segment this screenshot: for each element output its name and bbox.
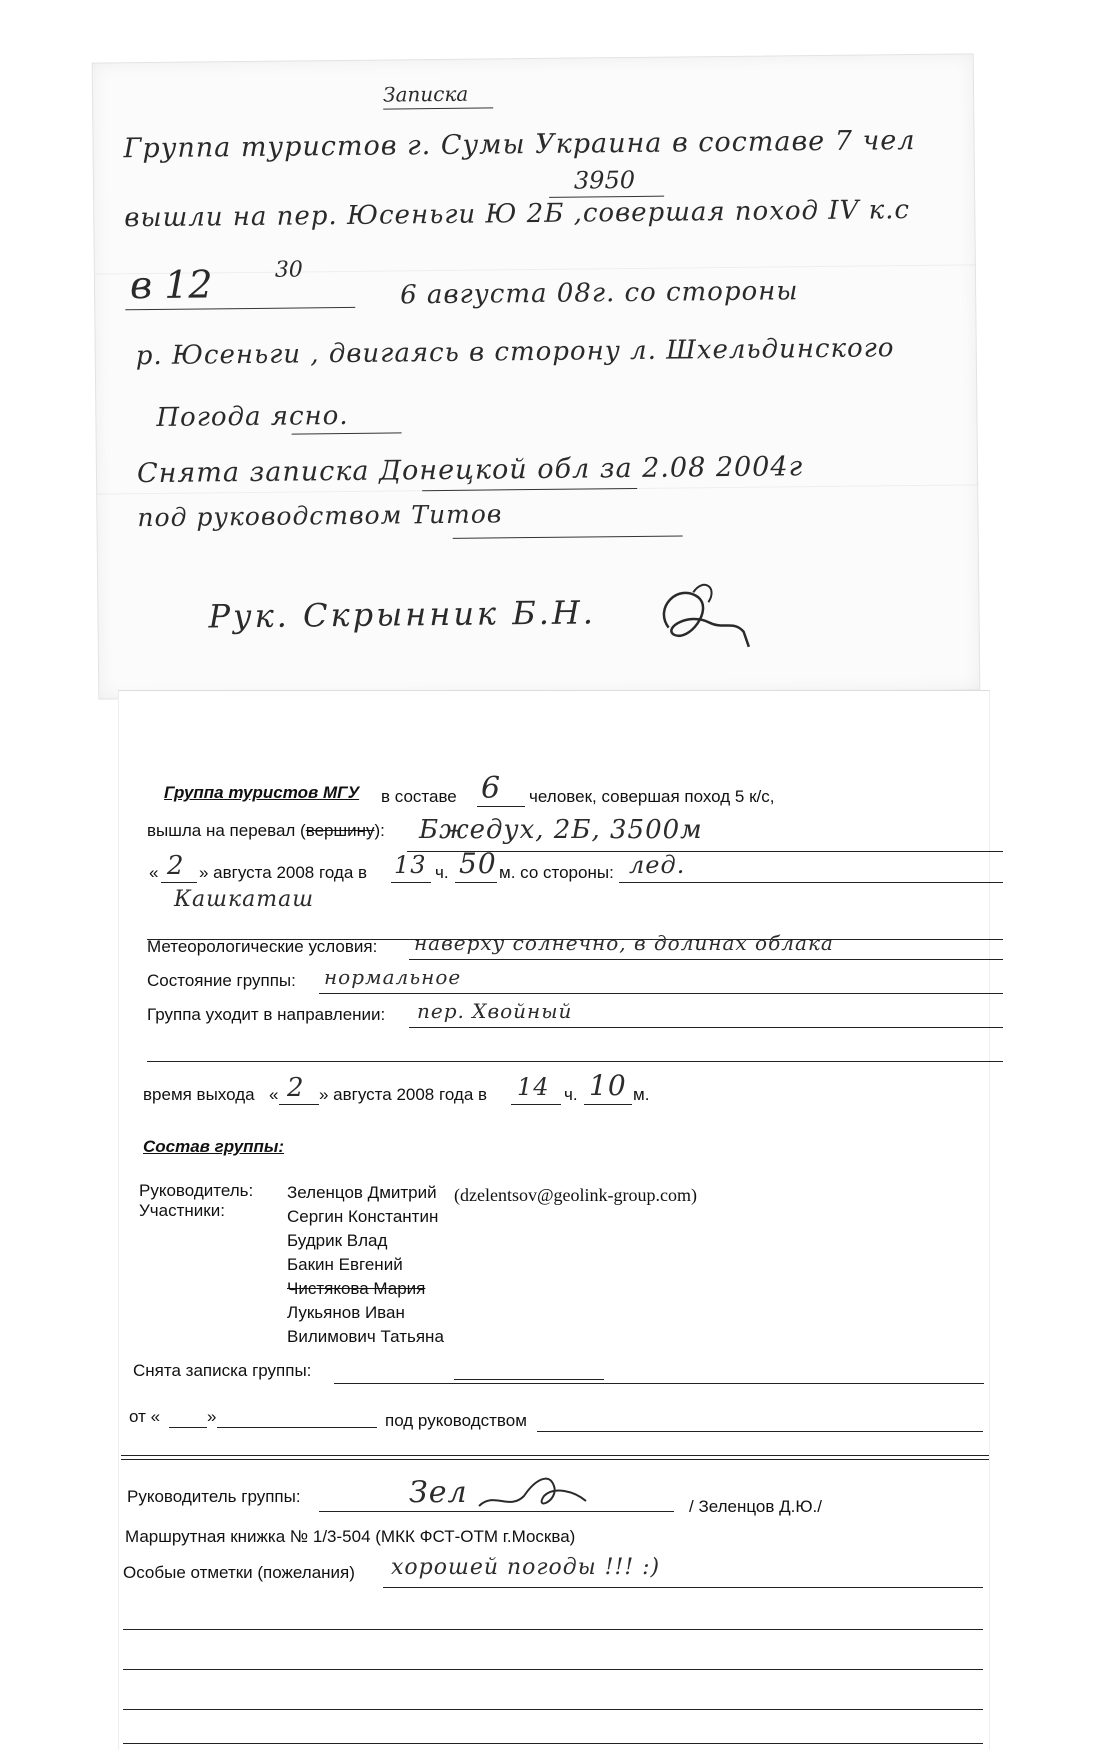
special-value: хорошей погоды !!! :) xyxy=(391,1555,661,1580)
group-leader-label: Руководитель группы: xyxy=(127,1487,301,1506)
note-title: Записка xyxy=(382,81,469,107)
member-6: Вилимович Татьяна xyxy=(287,1327,444,1346)
exit-open: « xyxy=(269,1085,279,1104)
from-side-label: м. со стороны: xyxy=(499,863,614,882)
under-leadership: под руководством xyxy=(385,1411,527,1430)
member-4-struck: Чистякова Мария xyxy=(287,1279,426,1298)
route-book: Маршрутная книжка № 1/3-504 (МКК ФСТ-ОТМ г.Москва) xyxy=(125,1527,576,1546)
pass-label xyxy=(147,821,385,841)
pass-label-pre: вышла на перевал ( xyxy=(147,821,306,840)
note-line-7: под руководством Титов xyxy=(137,499,503,533)
pass-label-struck: вершину xyxy=(305,821,375,840)
route-form xyxy=(118,690,990,1750)
people-suffix: человек, совершая поход 5 к/с, xyxy=(529,787,775,806)
people-count-value: 6 xyxy=(481,771,502,806)
note-time-minutes: 30 xyxy=(274,257,304,283)
pass-value: Бжедух, 2Б, 3500м xyxy=(419,815,703,845)
pass-label-post: ): xyxy=(374,821,385,840)
special-label: Особые отметки (пожелания) xyxy=(123,1563,355,1582)
member-5: Лукьянов Иван xyxy=(287,1303,405,1322)
leader-short-name: / Зеленцов Д.Ю./ xyxy=(689,1497,822,1516)
member-3: Бакин Евгений xyxy=(287,1255,403,1274)
date-open: « xyxy=(149,863,159,882)
note-time: в 12 xyxy=(129,262,213,308)
exit-label: время выхода xyxy=(143,1085,255,1104)
note-signature-line: Рук. Скрынник Б.Н. xyxy=(208,593,597,636)
leader-email: (dzelentsov@geolink-group.com) xyxy=(454,1185,698,1205)
note-signature xyxy=(648,572,759,663)
note-line-5: Погода ясно. xyxy=(156,400,349,433)
hours-label: ч. xyxy=(435,863,449,882)
weather-value: наверху солнечно, в долинах облака xyxy=(414,931,834,955)
member-1: Сергин Константин xyxy=(287,1207,439,1226)
state-value: нормальное xyxy=(324,965,462,989)
date-day-value: 2 xyxy=(167,851,185,881)
note-line-4: р. Юсеньги , двигаясь в сторону л. Шхельдинского xyxy=(135,333,895,372)
members-label: Участники: xyxy=(139,1201,225,1220)
note-taken-label: Снята записка группы: xyxy=(133,1361,312,1380)
exit-hours-value: 14 xyxy=(517,1073,550,1101)
note-line-3: 6 августа 08г. со стороны xyxy=(399,276,799,311)
exit-day-value: 2 xyxy=(287,1073,305,1103)
direction-label: Группа уходит в направлении: xyxy=(147,1005,386,1024)
handwritten-note xyxy=(92,53,981,699)
from-side-value-2: Кашкаташ xyxy=(174,887,315,912)
leader-signature-flourish xyxy=(474,1461,594,1521)
composition-heading: Состав группы: xyxy=(143,1137,285,1156)
date-close: » августа 2008 года в xyxy=(199,863,368,882)
exit-close: » августа 2008 года в xyxy=(319,1085,488,1104)
exit-minutes-label: м. xyxy=(633,1085,650,1104)
note-line-1: Группа туристов г. Сумы Украина в составе 7 чел xyxy=(123,125,916,165)
note-line-2: вышли на пер. Юсеньги Ю 2Б ,совершая поход IV к.с xyxy=(124,195,911,234)
from-side-value: лед. xyxy=(629,851,686,879)
leader-signature: Зел xyxy=(409,1475,468,1510)
minutes-value: 50 xyxy=(459,847,497,880)
exit-minutes-value: 10 xyxy=(589,1069,627,1102)
state-label: Состояние группы: xyxy=(147,971,296,990)
weather-label: Метеорологические условия: xyxy=(147,937,378,956)
note-altitude: 3950 xyxy=(573,165,636,195)
hours-value: 13 xyxy=(394,851,427,879)
in-composition-label: в составе xyxy=(381,787,457,806)
member-2: Будрик Влад xyxy=(287,1231,388,1250)
note-line-6: Снята записка Донецкой обл за 2.08 2004г xyxy=(136,451,804,490)
from-label: от « xyxy=(129,1407,161,1426)
from-mid: » xyxy=(207,1407,217,1426)
leader-label: Руководитель: xyxy=(139,1181,254,1200)
exit-hours-label: ч. xyxy=(564,1085,578,1104)
direction-value: пер. Хвойный xyxy=(417,999,573,1023)
group-heading: Группа туристов МГУ xyxy=(164,783,360,802)
leader-name: Зеленцов Дмитрий xyxy=(287,1183,437,1202)
